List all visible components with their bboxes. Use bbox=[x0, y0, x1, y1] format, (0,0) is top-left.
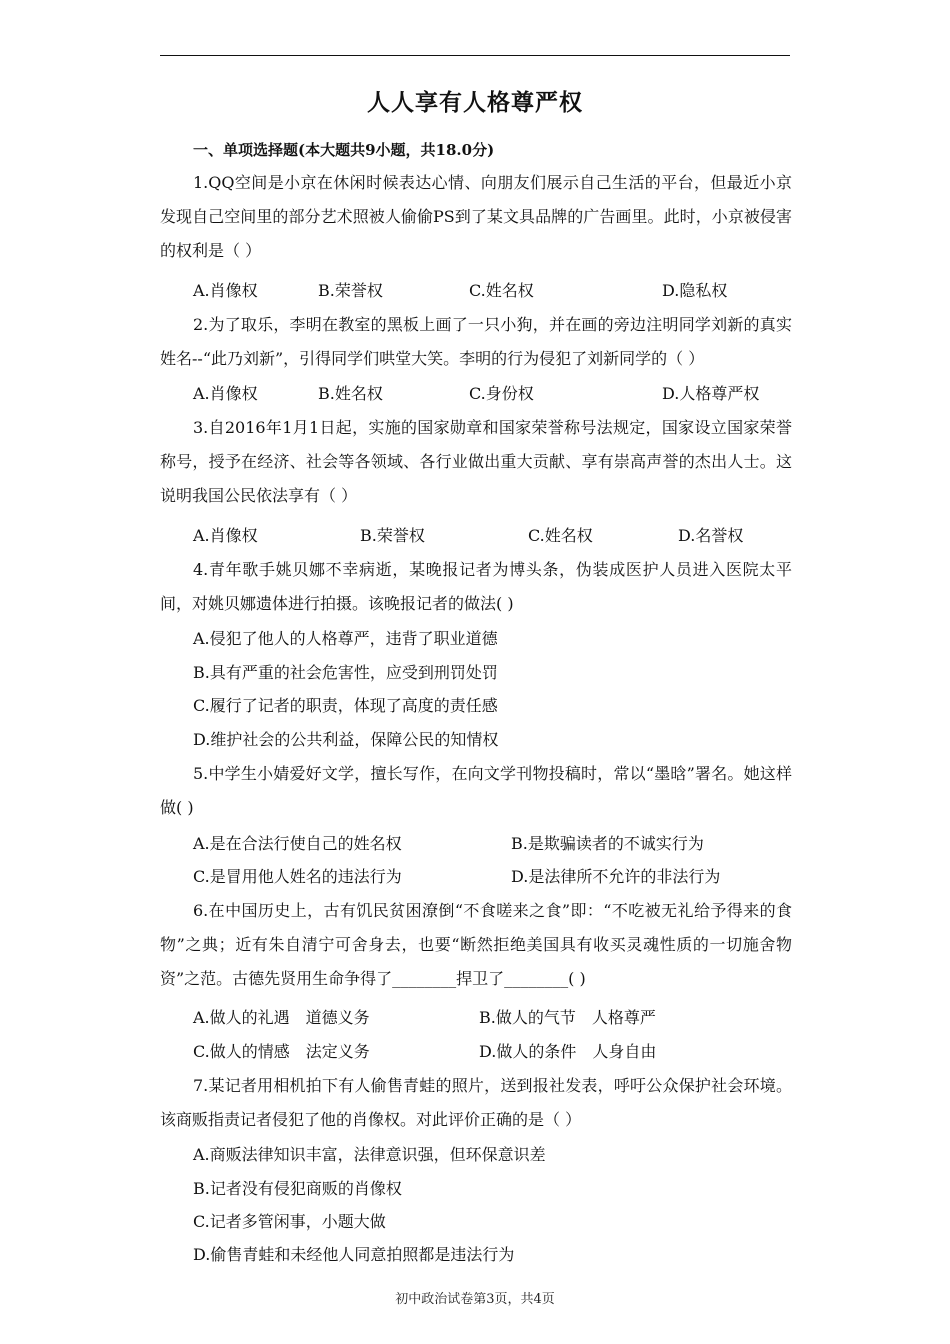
question-stem: 7.某记者用相机拍下有人偷售青蛙的照片，送到报社发表，呼吁公众保护社会环境。该商贩指责记者侵犯了他的肖像权。对此评价正确的是（ ） bbox=[160, 1076, 792, 1129]
question-stem: 1.QQ空间是小京在休闲时候表达心情、向朋友们展示自己生活的平台，但最近小京发现自己空间里的部分艺术照被人偷偷PS到了某文具品牌的广告画里。此时，小京被侵害的权利是（ ） bbox=[160, 173, 792, 260]
option-b: B.荣誉权 bbox=[360, 526, 425, 545]
option-b: B.荣誉权 bbox=[318, 281, 383, 300]
option-d: D.人格尊严权 bbox=[662, 384, 760, 403]
option-d: D.维护社会的公共利益，保障公民的知情权 bbox=[193, 730, 499, 749]
option-c: C.姓名权 bbox=[469, 281, 534, 300]
option-d: D.偷售青蛙和未经他人同意拍照都是违法行为 bbox=[193, 1245, 515, 1264]
option-d: D.名誉权 bbox=[678, 526, 744, 545]
option-a: A.肖像权 bbox=[193, 526, 258, 545]
question-stem: 6.在中国历史上，古有饥民贫困潦倒“不食嗟来之食”即：“不吃被无礼给予得来的食物”之典；近有朱自清宁可舍身去，也要“断然拒绝美国具有收买灵魂性质的一切施舍物资”之范。古德先贤用生命争得了________捍卫了________( ) bbox=[160, 901, 792, 988]
option-c: C.身份权 bbox=[469, 384, 534, 403]
option-c: C.履行了记者的职责，体现了高度的责任感 bbox=[193, 696, 498, 715]
option-c: C.姓名权 bbox=[528, 526, 593, 545]
option-a: A.肖像权 bbox=[193, 281, 258, 300]
option-b: B.姓名权 bbox=[318, 384, 383, 403]
header-rule bbox=[160, 55, 790, 56]
option-d: D.隐私权 bbox=[662, 281, 728, 300]
question-stem: 4.青年歌手姚贝娜不幸病逝，某晚报记者为博头条，伪装成医护人员进入医院太平间，对姚贝娜遗体进行拍摄。该晚报记者的做法( ) bbox=[160, 560, 792, 613]
option-a: A.商贩法律知识丰富，法律意识强，但环保意识差 bbox=[193, 1145, 546, 1164]
page-title: 人人享有人格尊严权 bbox=[367, 90, 583, 116]
option-a: A.做人的礼遇 道德义务 bbox=[193, 1008, 370, 1027]
question-stem: 2.为了取乐，李明在教室的黑板上画了一只小狗，并在画的旁边注明同学刘新的真实姓名--“此乃刘新”，引得同学们哄堂大笑。李明的行为侵犯了刘新同学的（ ） bbox=[160, 315, 792, 368]
option-b: B.具有严重的社会危害性，应受到刑罚处罚 bbox=[193, 663, 498, 682]
option-a: A.是在合法行使自己的姓名权 bbox=[193, 834, 402, 853]
option-c: C.做人的情感 法定义务 bbox=[193, 1042, 370, 1061]
option-c: C.记者多管闲事，小题大做 bbox=[193, 1212, 386, 1231]
option-a: A.肖像权 bbox=[193, 384, 258, 403]
option-d: D.是法律所不允许的非法行为 bbox=[511, 867, 721, 886]
question-stem: 3.自2016年1月1日起，实施的国家勋章和国家荣誉称号法规定，国家设立国家荣誉称号，授予在经济、社会等各领域、各行业做出重大贡献、享有崇高声誉的杰出人士。这说明我国公民依法享有（ ） bbox=[160, 418, 792, 505]
section-heading: 一、单项选择题(本大题共9小题，共18.0分) bbox=[193, 141, 495, 159]
question-stem: 5.中学生小婧爱好文学，擅长写作，在向文学刊物投稿时，常以“墨晗”署名。她这样做( ) bbox=[160, 764, 792, 817]
option-d: D.做人的条件 人身自由 bbox=[479, 1042, 657, 1061]
option-b: B.是欺骗读者的不诚实行为 bbox=[511, 834, 704, 853]
option-a: A.侵犯了他人的人格尊严，违背了职业道德 bbox=[193, 629, 498, 648]
option-b: B.记者没有侵犯商贩的肖像权 bbox=[193, 1179, 402, 1198]
page-footer: 初中政治试卷第3页，共4页 bbox=[395, 1292, 555, 1307]
option-c: C.是冒用他人姓名的违法行为 bbox=[193, 867, 402, 886]
option-b: B.做人的气节 人格尊严 bbox=[479, 1008, 656, 1027]
